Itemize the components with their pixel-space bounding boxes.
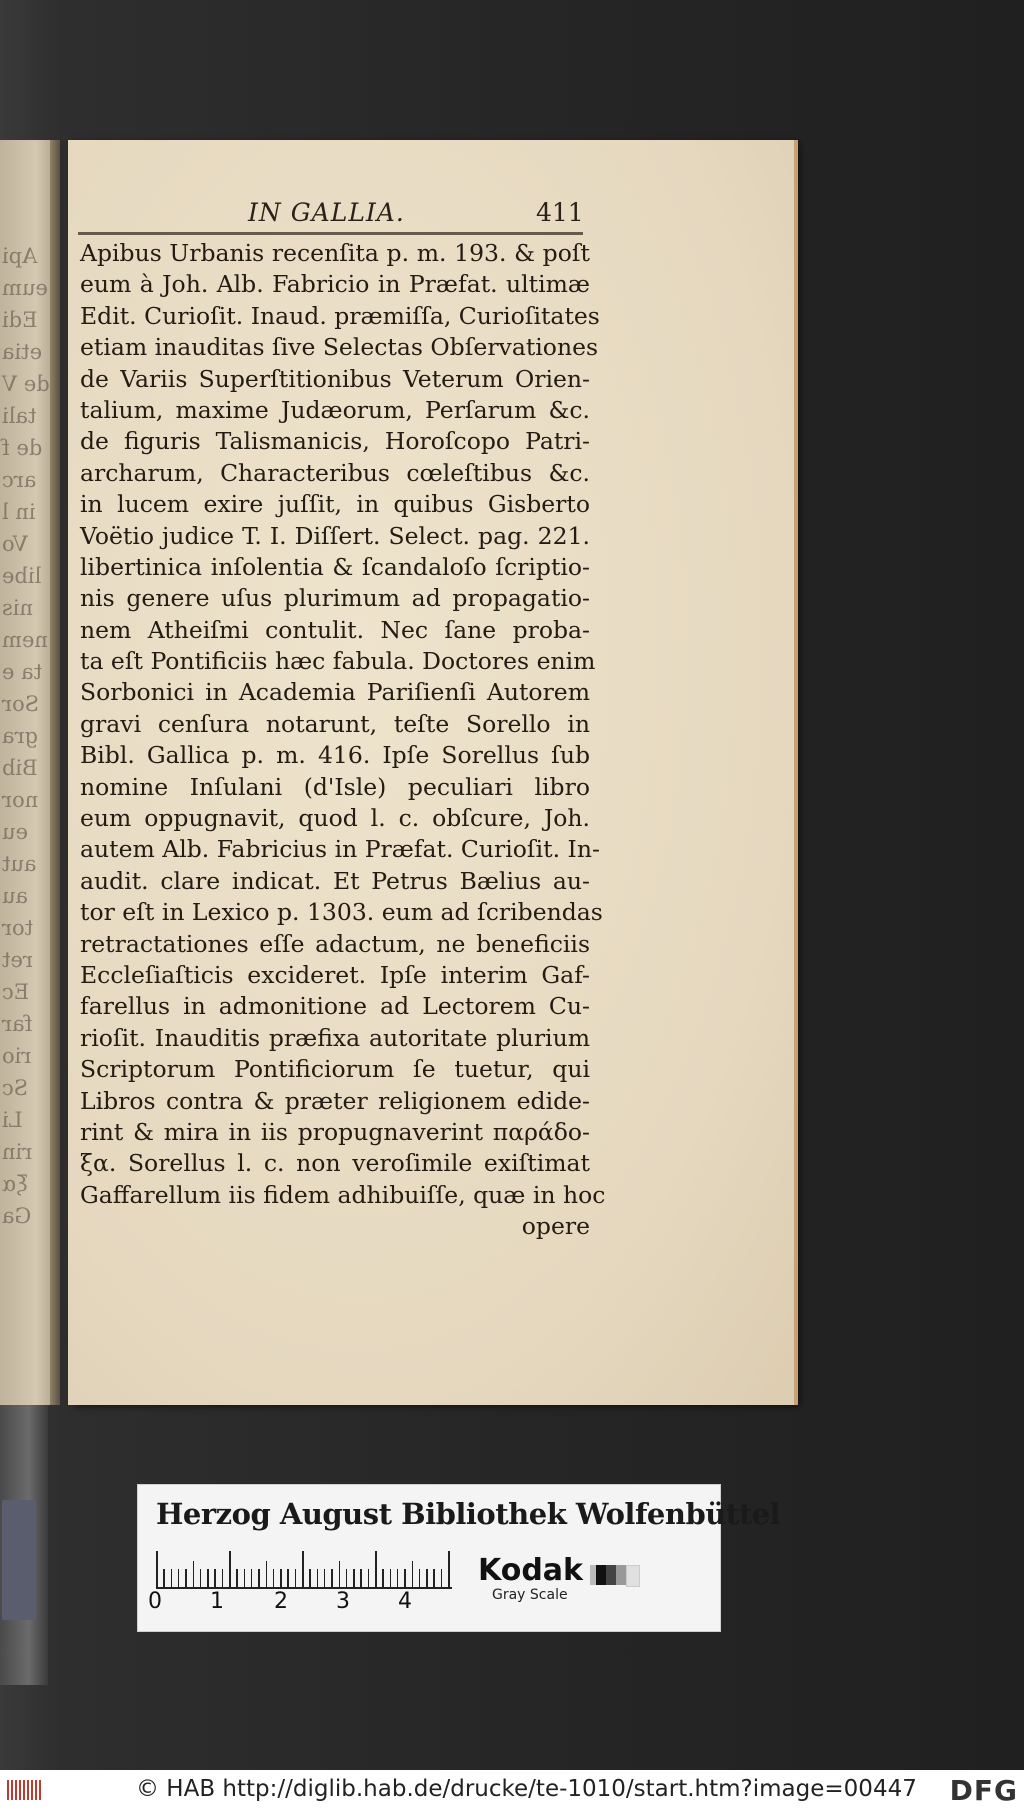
library-name: Herzog August Bibliothek Wolfenbüttel <box>156 1497 781 1531</box>
text-line: nis genere uſus plurimum ad propagatio- <box>80 584 590 613</box>
adjacent-text-fragment: gra <box>2 724 39 748</box>
text-line: retractationes eſſe adactum, ne beneficiis <box>80 929 590 958</box>
ruler-tick <box>178 1569 180 1587</box>
ruler-tick <box>433 1569 435 1587</box>
ruler-tick <box>273 1569 275 1587</box>
ruler-tick <box>222 1569 224 1587</box>
adjacent-text-fragment: libe <box>2 564 42 588</box>
adjacent-text-fragment: eum <box>2 276 48 300</box>
ruler-tick <box>404 1569 406 1587</box>
adjacent-text-fragment: Edi <box>2 308 38 332</box>
scale-ruler <box>156 1551 452 1587</box>
ruler-tick <box>448 1551 450 1587</box>
text-line: Gaffarellum iis fidem adhibuiſſe, quæ in hoc <box>80 1180 606 1209</box>
text-line: talium, maxime Judæorum, Perſarum &c. <box>80 395 590 424</box>
running-head: IN GALLIA. <box>248 198 405 227</box>
page-number: 411 <box>536 198 584 227</box>
text-line: etiam inauditas ſive Selectas Obſervationes <box>80 333 599 362</box>
ruler-tick <box>375 1551 377 1587</box>
ruler-tick <box>200 1569 202 1587</box>
source-url[interactable]: © HAB http://diglib.hab.de/drucke/te-1010/start.htm?image=00447 <box>136 1776 917 1802</box>
color-calibration-card <box>137 1484 781 1632</box>
ruler-tick <box>397 1569 399 1587</box>
gray-scale-label: Gray Scale <box>492 1587 568 1603</box>
ruler-tick <box>156 1551 158 1587</box>
ruler-tick <box>441 1569 443 1587</box>
text-line: nomine Inſulani (d'Isle) peculiari libro <box>80 772 590 801</box>
ruler-tick <box>382 1569 384 1587</box>
adjacent-text-fragment: tor <box>2 916 34 940</box>
text-line: libertinica inſolentia & ſcandaloſo ſcriptio- <box>80 552 590 581</box>
ruler-tick <box>368 1569 370 1587</box>
adjacent-page-text <box>2 240 54 1232</box>
ruler-tick <box>185 1569 187 1587</box>
adjacent-text-fragment: rin <box>2 1140 33 1164</box>
adjacent-text-fragment: Li <box>2 1108 23 1132</box>
text-line: Sorbonici in Academia Pariſienſi Autorem <box>80 678 590 707</box>
page-header <box>68 198 588 234</box>
adjacent-text-fragment: Ga <box>2 1204 32 1228</box>
ruler-number: 1 <box>210 1589 224 1614</box>
footer-bar <box>0 1770 1024 1810</box>
adjacent-text-fragment: etia <box>2 340 43 364</box>
ruler-tick <box>346 1569 348 1587</box>
text-line: rint & mira in iis propugnaverint παράδο- <box>80 1117 590 1146</box>
text-line: gravi cenſura notarunt, teſte Sorello in <box>80 709 590 738</box>
ruler-tick <box>353 1569 355 1587</box>
adjacent-text-fragment: tali <box>2 404 37 428</box>
ruler-tick <box>280 1569 282 1587</box>
text-line: farellus in admonitione ad Lectorem Cu- <box>80 992 590 1021</box>
text-line: ta eſt Pontificiis hæc fabula. Doctores enim <box>80 647 596 676</box>
adjacent-text-fragment: nis <box>2 596 34 620</box>
text-line: de Variis Superſtitionibus Veterum Orien- <box>80 364 590 393</box>
adjacent-text-fragment: Api <box>2 244 38 268</box>
ruler-tick <box>229 1551 231 1587</box>
ruler-tick <box>266 1561 268 1587</box>
text-line: Libros contra & præter religionem edide- <box>80 1086 590 1115</box>
ruler-tick <box>214 1569 216 1587</box>
ruler-tick <box>419 1569 421 1587</box>
adjacent-text-fragment: au <box>2 884 29 908</box>
ruler-number: 2 <box>274 1589 288 1614</box>
adjacent-text-fragment: nem <box>2 628 48 652</box>
dfg-logo: DFG <box>949 1774 1018 1807</box>
text-line: de figuris Talismanicis, Horoſcopo Patri- <box>80 427 590 456</box>
text-line: rioſit. Inauditis præfixa autoritate plurium <box>80 1023 590 1052</box>
text-line: in lucem exire juſſit, in quibus Gisberto <box>80 490 590 519</box>
ruler-tick <box>426 1569 428 1587</box>
gray-swatch <box>596 1565 606 1585</box>
book-spine-edge <box>0 1405 48 1685</box>
ruler-tick <box>295 1569 297 1587</box>
gray-swatch <box>606 1565 616 1585</box>
text-line: Scriptorum Pontificiorum ſe tuetur, qui <box>80 1055 590 1084</box>
ruler-tick <box>339 1561 341 1587</box>
catchword: opere <box>521 1212 590 1241</box>
header-rule <box>78 232 583 235</box>
adjacent-text-fragment: Sc <box>2 1076 29 1100</box>
spine-label <box>2 1500 36 1620</box>
ruler-tick <box>163 1569 165 1587</box>
text-line: nem Atheiſmi contulit. Nec ſane proba- <box>80 615 590 644</box>
ruler-number: 4 <box>398 1589 412 1614</box>
hab-logo-icon <box>6 1778 46 1802</box>
adjacent-text-fragment: far <box>2 1012 33 1036</box>
adjacent-text-fragment: Sor <box>2 692 40 716</box>
ruler-tick <box>331 1569 333 1587</box>
text-line: Voëtio judice T. I. Diſſert. Select. pag. 221. <box>80 521 590 550</box>
book-page <box>68 140 794 1405</box>
ruler-tick <box>193 1561 195 1587</box>
text-line: tor eſt in Lexico p. 1303. eum ad ſcribendas <box>80 898 603 927</box>
adjacent-text-fragment: in l <box>2 500 36 524</box>
ruler-tick <box>236 1569 238 1587</box>
text-line: Bibl. Gallica p. m. 416. Ipſe Sorellus ſub <box>80 741 590 770</box>
adjacent-text-fragment: eu <box>2 820 28 844</box>
text-line: archarum, Characteribus cœleſtibus &c. <box>80 458 590 487</box>
page-body-text <box>80 238 606 1243</box>
ruler-tick <box>251 1569 253 1587</box>
ruler-tick <box>302 1551 304 1587</box>
ruler-tick <box>287 1569 289 1587</box>
ruler-tick <box>258 1569 260 1587</box>
kodak-logo: Kodak <box>478 1553 583 1588</box>
ruler-tick <box>317 1569 319 1587</box>
ruler-tick <box>309 1569 311 1587</box>
adjacent-text-fragment: nor <box>2 788 39 812</box>
text-line: Apibus Urbanis recenſita p. m. 193. & poſt <box>80 239 590 267</box>
adjacent-text-fragment: ξα <box>2 1172 28 1196</box>
adjacent-text-fragment: Vo <box>2 532 28 556</box>
ruler-tick <box>207 1569 209 1587</box>
adjacent-page-edge <box>0 140 60 1405</box>
adjacent-text-fragment: de f <box>2 436 43 460</box>
text-line: eum à Joh. Alb. Fabricio in Præfat. ultimæ <box>80 270 590 299</box>
ruler-tick <box>171 1569 173 1587</box>
ruler-tick <box>360 1569 362 1587</box>
adjacent-text-fragment: ret <box>2 948 33 972</box>
text-line: audit. clare indicat. Et Petrus Bælius au- <box>80 866 590 895</box>
adjacent-text-fragment: aut <box>2 852 37 876</box>
text-line: Eccleſiaſticis excideret. Ipſe interim Gaf- <box>80 960 590 989</box>
adjacent-text-fragment: Bib <box>2 756 38 780</box>
adjacent-text-fragment: ta e <box>2 660 43 684</box>
text-line: autem Alb. Fabricius in Præfat. Curioſit. In- <box>80 835 600 864</box>
ruler-tick <box>324 1569 326 1587</box>
adjacent-text-fragment: arc <box>2 468 37 492</box>
ruler-tick <box>390 1569 392 1587</box>
text-line: eum oppugnavit, quod l. c. obſcure, Joh. <box>80 804 590 833</box>
adjacent-text-fragment: de V <box>2 372 50 396</box>
text-line: Edit. Curioſit. Inaud. præmiſſa, Curioſitates <box>80 301 600 330</box>
ruler-tick <box>244 1569 246 1587</box>
ruler-number: 0 <box>148 1589 162 1614</box>
gray-swatch <box>616 1565 626 1585</box>
book-gutter <box>50 140 60 1405</box>
gray-swatch <box>626 1565 640 1587</box>
ruler-tick <box>412 1561 414 1587</box>
ruler-number: 3 <box>336 1589 350 1614</box>
adjacent-text-fragment: rio <box>2 1044 32 1068</box>
adjacent-text-fragment: Ec <box>2 980 30 1004</box>
text-line: ξα. Sorellus l. c. non veroſimile exiſtimat <box>80 1149 590 1178</box>
